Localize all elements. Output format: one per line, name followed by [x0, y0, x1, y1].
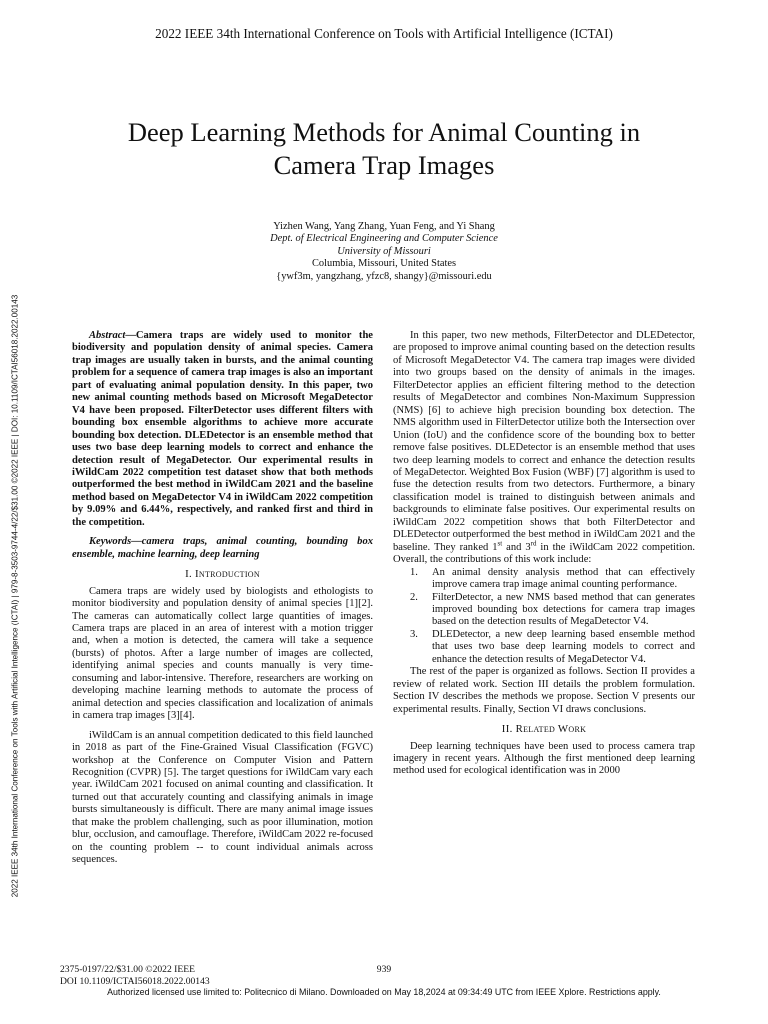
author-department: Dept. of Electrical Engineering and Computer Science [270, 233, 498, 245]
title-line-1: Deep Learning Methods for Animal Counting in [127, 117, 641, 147]
right-column [393, 330, 695, 778]
section-heading-related-work [393, 723, 695, 735]
abstract-text: —Camera traps are widely used to monitor the biodiversity and population density of animal species. Camera trap images are usually taken in bursts, and the animal counting problem for a sequence of camera trap images is also an important part of evaluating animal population density. In this paper, two new animal counting methods based on Microsoft MegaDetector V4 have been proposed. FilterDetector uses different filters with bounding box ensemble algorithms to achieve more accurate bounding box detection. DLEDetector is an ensemble method that uses two base deep learning models to correct and enhance the detection result of MegaDetector. Our experimental results in iWildCam 2022 competition test dataset show that both methods outperformed the best method in iWildCam 2021 and the baseline method based on MegaDetector V4 in iWildCam 2022 competition by 9.09% and 6.44%, respectively, and ranked first and third in the competition. [72, 330, 373, 528]
list-text: FilterDetector, a new NMS based method that can generates improved bounding box detections for camera trap images based on the detection results of MegaDetector V4. [432, 591, 695, 628]
doi-sidebar-text: 2022 IEEE 34th International Conference on Tools with Artificial Intelligence (ICTAI) | 979-8-3503-9744-4/22/$31.00 ©2022 IEEE | DOI: 10.1109/ICTAI56018.2022.00143 [10, 294, 20, 897]
footer-line-2: DOI 10.1109/ICTAI56018.2022.00143 [60, 975, 210, 987]
abstract-label: Abstract [89, 330, 126, 341]
authorized-use-note: Authorized licensed use limited to: Politecnico di Milano. Downloaded on May 18,2024 at 09:34:49 UTC from IEEE Xplore. Restrictions apply. [107, 987, 661, 997]
list-text: An animal density analysis method that can effectively improve camera trap image animal counting performance. [432, 566, 695, 591]
list-number: 3. [410, 628, 418, 640]
list-number: 1. [410, 566, 418, 578]
section-title: Introduction [194, 568, 260, 581]
author-university: University of Missouri [337, 245, 431, 257]
right-paragraph-2: The rest of the paper is organized as follows. Section II provides a review of related work. Section III details the problem formulation. Section IV describes the methods we propose. Section V presents our experimental results. Finally, Section VI draws conclusions. [393, 666, 695, 715]
paragraph-text: In this paper, two new methods, FilterDetector and DLEDetector, are proposed to improve animal counting based on the detection results of Microsoft MegaDetector V4. The camera trap images were divided into two groups based on the density of animals in the images. FilterDetector applies an efficient filtering method to the detection results of MegaDetector and combines Non-Maximum Suppression (NMS) [6] to achieve high precision bounding box detection. The NMS algorithm used in FilterDetector utilize both the Intersection over Union (IoU) and the confidence score of the bounding box to better remove false positives. DLEDetector is an ensemble method that uses two deep learning models to correct and enhance the detection results of MegaDetector. Weighted Box Fusion (WBF) [7] algorithm is used to fuse the detection results from two detectors. Furthermore, a binary classification model is trained to distinguish between animals and backgrounds to eliminate false positives. Our experimental results on iWildCam 2022 competition shows that both FilterDetector and DLEDetector outperformed the best method in iWildCam 2021 and the baseline. They ranked 1 [393, 330, 695, 553]
doi-sidebar [9, 243, 21, 948]
keywords [72, 536, 373, 561]
paragraph-text: and 3 [502, 541, 531, 553]
title-line-2: Camera Trap Images [273, 150, 495, 180]
right-paragraph-3: Deep learning techniques have been used to process camera trap imagery in recent years. Although the first mentioned deep learning method used for ecological identification was in 2000 [393, 740, 695, 777]
list-item [393, 567, 695, 592]
list-item [393, 629, 695, 666]
section-number: I. [185, 568, 192, 581]
abstract [72, 330, 373, 529]
ordinal-superscript: rd [530, 539, 537, 548]
list-item [393, 592, 695, 629]
section-title: Related Work [515, 723, 587, 736]
paragraph-text: in the iWildCam 2022 competition. Overall, the contributions of this work include: [393, 541, 695, 566]
section-heading-introduction [72, 568, 373, 580]
list-number: 2. [410, 591, 418, 603]
ordinal-superscript: st [497, 539, 503, 548]
page-number: 939 [376, 964, 392, 975]
section-number: II. [501, 723, 513, 736]
footer-copyright [60, 964, 210, 987]
author-location: Columbia, Missouri, United States [311, 258, 457, 270]
conference-header: 2022 IEEE 34th International Conference on Tools with Artificial Intelligence (ICTAI) [155, 26, 613, 41]
paper-title [60, 116, 708, 182]
author-names: Yizhen Wang, Yang Zhang, Yuan Feng, and Yi Shang [273, 221, 495, 232]
intro-paragraph-1: Camera traps are widely used by biologists and ethologists to monitor biodiversity and population density of animal species [1][2]. The cameras can automatically collect large quantities of images. Camera traps are placed in an area of interest with a motion trigger and, when a motion is detected, the camera will take a sequence (bursts) of photos. After a large number of images are collected, identifying animal species and counts manually is very time-consuming and labor-intensive. Therefore, researchers are working on developing machine learning methods to automate the process of animal detection and species classification and localization of animals in camera trap images [3][4]. [72, 585, 373, 722]
author-emails: {ywf3m, yangzhang, yfzc8, shangy}@missouri.edu [276, 270, 492, 282]
keywords-text: —camera traps, animal counting, bounding box ensemble, machine learning, deep learning [72, 536, 373, 560]
intro-paragraph-2: iWildCam is an annual competition dedicated to this field launched in 2018 as part of the Fine-Grained Visual Classification (FGVC) workshop at the Conference on Computer Vision and Pattern Recognition (CVPR) [5]. The target questions for iWildCam vary each year. iWildCam 2021 focused on animal counting and classification. It turned out that accurately counting and classifying animals in image bursts simultaneously is difficult. There are many animal image issues that make the problem challenging, such as poor illumination, motion blur, occlusion, and camouflage. Therefore, iWildCam 2022 re-focused on the counting problem -- to count individual animals across sequences. [72, 729, 373, 866]
contributions-list [393, 567, 695, 667]
keywords-label: Keywords [89, 536, 132, 548]
left-column [72, 330, 373, 867]
right-paragraph-1 [393, 330, 695, 567]
footer-line-1: 2375-0197/22/$31.00 ©2022 IEEE [60, 964, 195, 975]
list-text: DLEDetector, a new deep learning based ensemble method that uses two base deep learning models to correct and enhance the detection results of MegaDetector V4. [432, 628, 695, 665]
author-block [130, 221, 638, 283]
